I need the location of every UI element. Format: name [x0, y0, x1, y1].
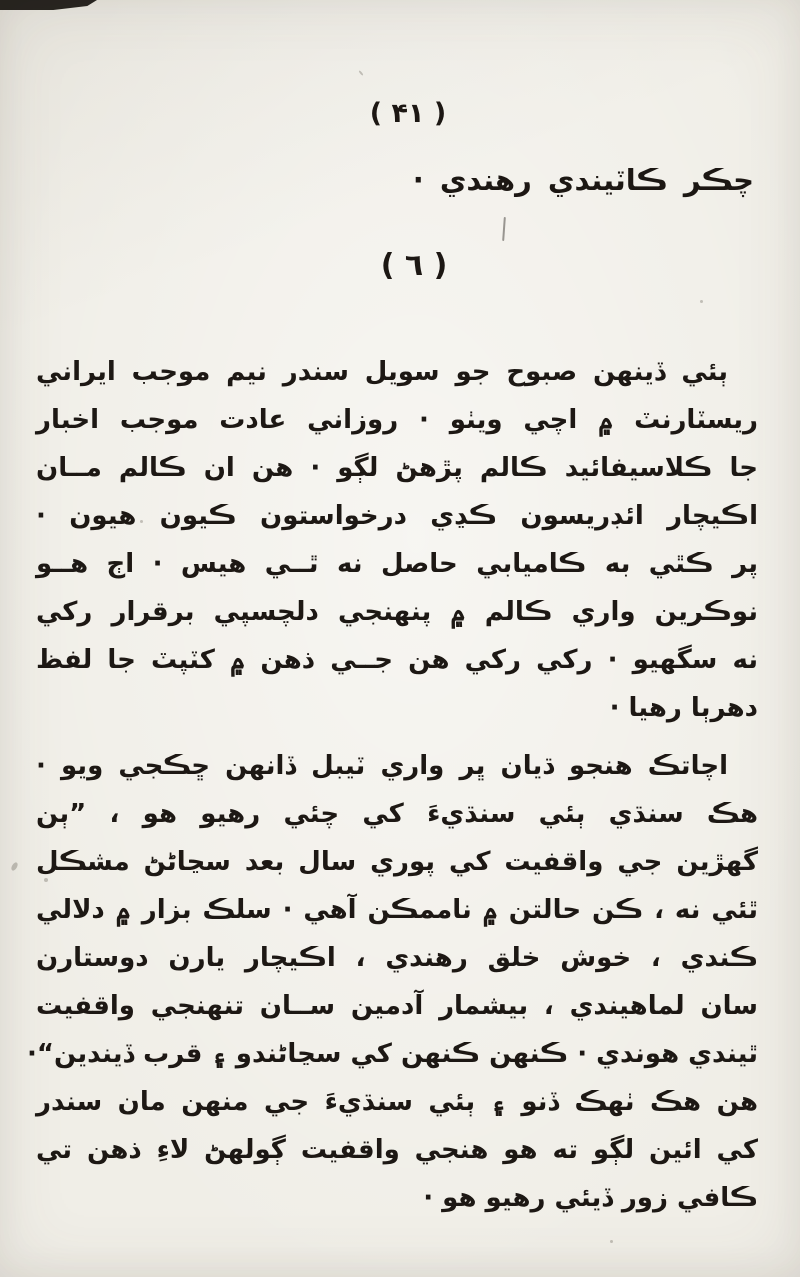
text-line: ڪندي ، خوش خلق رهندي ، اڪيچار يارن دوستارن — [36, 943, 758, 973]
carryover-line: چڪر ڪاٽيندي رهندي · — [412, 163, 754, 197]
page-number: ( ۴۱ ) — [369, 98, 447, 129]
scan-artifact-speck — [700, 300, 703, 303]
text-line: ٻئي ڏينهن صبوح جو سويل سندر نيم موجب ايراني — [36, 357, 728, 387]
scan-artifact-corner — [0, 0, 97, 10]
text-line: ٿئي نه ، ڪن حالتن ۾ ناممڪن آهي · سلڪ بزار ۾ دلالي — [36, 895, 758, 925]
paragraph — [26, 742, 758, 1222]
text-line: گهڙين جي واقفيت کي پوري سال بعد سڃاڻڻ مشڪل — [36, 847, 758, 877]
body-text — [26, 348, 758, 1232]
text-line: ريسٽارنٽ ۾ اچي ويٺو · روزاني عادت موجب اخبار — [36, 405, 758, 435]
scan-artifact-speck — [610, 1240, 613, 1243]
text-line: دهرٻا رهيا · — [609, 693, 758, 723]
text-line: کي ائين لڳو ته هو هنجي واقفيت ڳولهڻ لاءِ ذهن تي — [36, 1135, 758, 1165]
section-number: ( ٦ ) — [380, 248, 448, 283]
scan-artifact-scratch — [502, 217, 506, 241]
paragraph — [36, 348, 758, 732]
text-line: ڪافي زور ڏيئي رهيو هو · — [423, 1183, 758, 1213]
text-line: هڪ سنڌي ٻئي سنڌيءَ کي چئي رهيو هو ، ”ٻن — [36, 799, 758, 829]
text-line: نوڪرين واري ڪالم ۾ پنهنجي دلچسپي برقرار رکي — [36, 597, 758, 627]
text-line: هن هڪ ٺهڪ ڏنو ۽ ٻئي سنڌيءَ جي منهن مان سندر — [36, 1087, 758, 1117]
text-line: اڪيچار ائڊريسون ڪڍي درخواستون ڪيون هيون · — [36, 501, 758, 531]
text-line: ٿيندي هوندي · ڪنهن ڪنهن کي سڃاڻندو ۽ قرب ڏيندين“· — [26, 1039, 758, 1069]
text-line: پر ڪٿي به ڪاميابي حاصل نه ٿــي هيس · اڄ هــو — [36, 549, 758, 579]
text-line: نه سگهيو · رکي رکي هن جــي ذهن ۾ کٽپٽ جا لفظ — [36, 645, 758, 675]
text-line: جا ڪلاسيفائيد ڪالم پڙهڻ لڳو · هن ان ڪالم مــان — [36, 453, 758, 483]
text-line: سان لماهيندي ، بيشمار آدمين ســان تنهنجي واقفيت — [36, 991, 758, 1021]
scan-artifact-speck — [358, 70, 363, 76]
text-line: اچاتڪ هنجو ڌيان ڀر واري ٽيبل ڏانهن ڇڪجي ويو · — [36, 751, 728, 781]
scan-artifact-speck — [10, 861, 19, 871]
